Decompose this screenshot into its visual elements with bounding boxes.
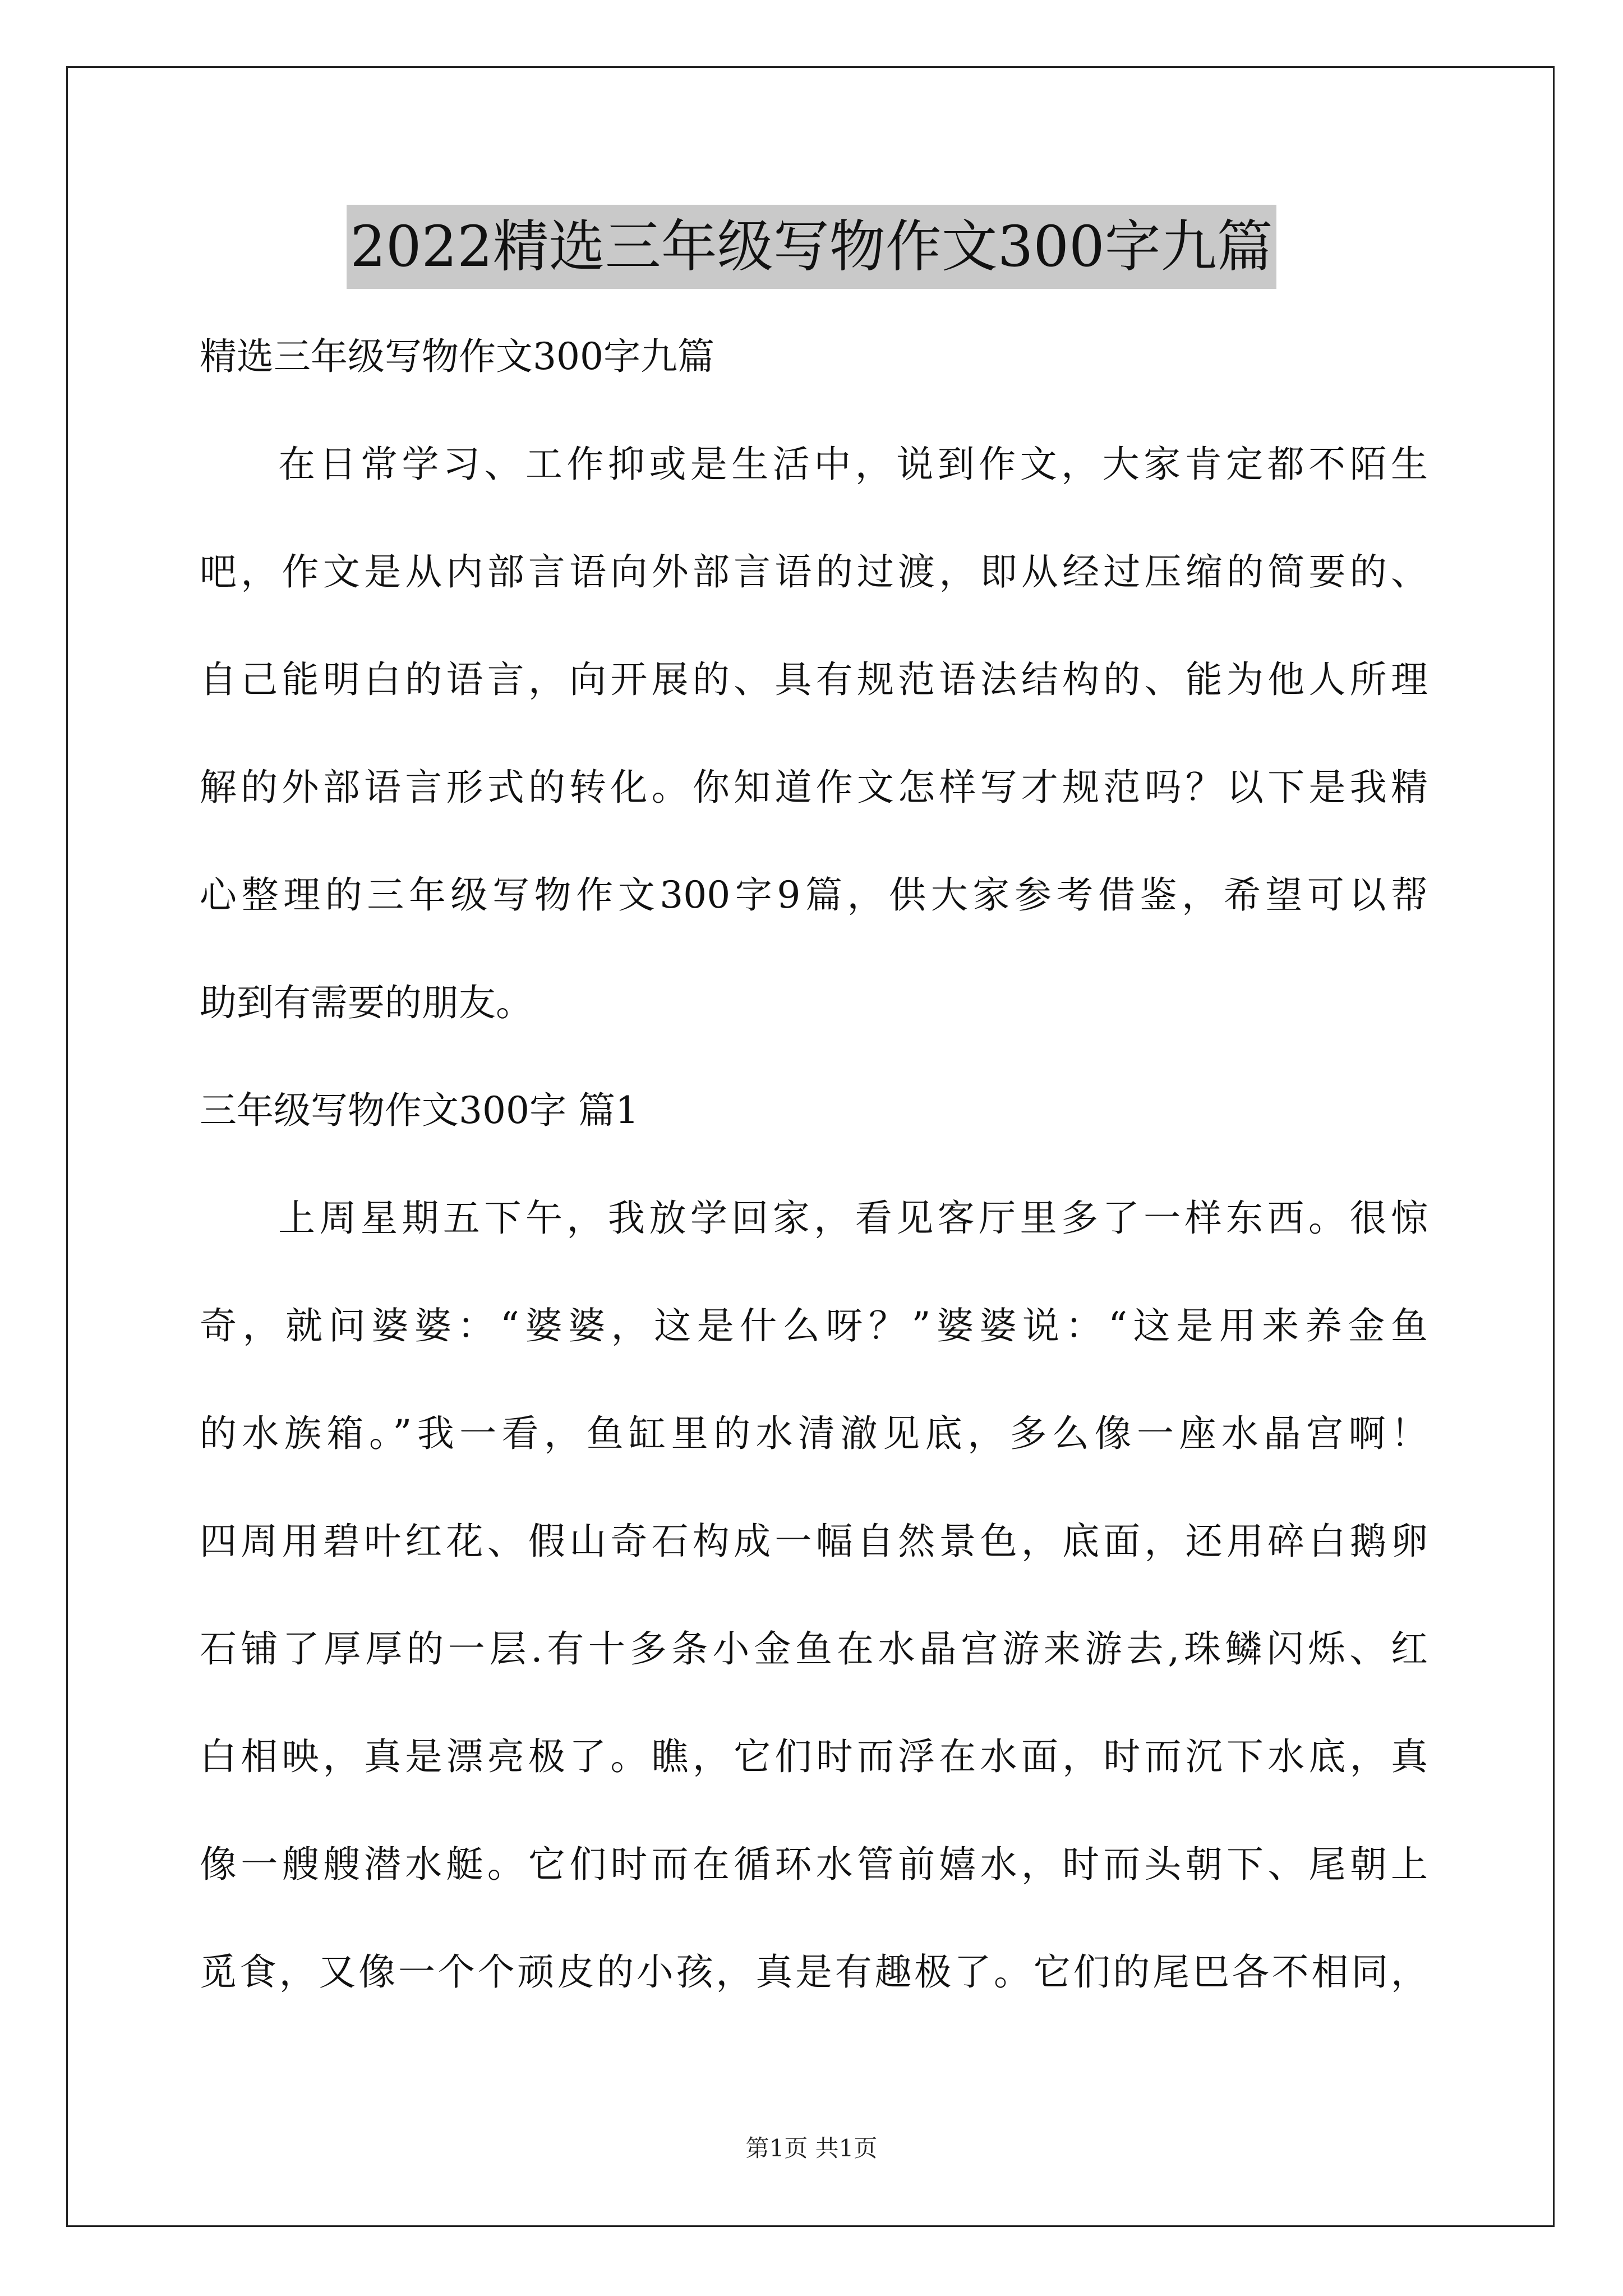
body-line: 石铺了厚厚的一层.有十多条小金鱼在水晶宫游来游去,珠鳞闪烁、红 [200,1627,1428,1671]
body-line: 觅食，又像一个个顽皮的小孩，真是有趣极了。它们的尾巴各不相同， [200,1950,1428,1994]
page-footer: 第1页 共1页 [745,2134,878,2162]
title-container [0,205,1623,289]
body-line: 助到有需要的朋友。 [200,981,533,1024]
body-line: 像一艘艘潜水艇。它们时而在循环水管前嬉水，时而头朝下、尾朝上 [200,1843,1428,1886]
document-body [200,303,1428,2026]
body-line: 三年级写物作文300字 篇1 [200,1089,639,1132]
document-title: 2022精选三年级写物作文300字九篇 [347,205,1276,289]
body-line: 解的外部语言形式的转化。你知道作文怎样写才规范吗？以下是我精 [200,766,1428,809]
body-line: 精选三年级写物作文300字九篇 [200,335,714,378]
body-line: 白相映，真是漂亮极了。瞧，它们时而浮在水面，时而沉下水底，真 [200,1735,1428,1778]
body-line: 在日常学习、工作抑或是生活中，说到作文，大家肯定都不陌生 [278,443,1428,486]
body-line: 自己能明白的语言，向开展的、具有规范语法结构的、能为他人所理 [200,658,1428,701]
body-line: 四周用碧叶红花、假山奇石构成一幅自然景色，底面，还用碎白鹅卵 [200,1520,1428,1563]
body-line: 的水族箱。”我一看，鱼缸里的水清澈见底，多么像一座水晶宫啊！ [200,1412,1428,1455]
body-line: 吧，作文是从内部言语向外部言语的过渡，即从经过压缩的简要的、 [200,550,1428,593]
body-line: 奇，就问婆婆：“婆婆，这是什么呀？”婆婆说：“这是用来养金鱼 [200,1304,1428,1347]
body-line: 上周星期五下午，我放学回家，看见客厅里多了一样东西。很惊 [278,1197,1428,1240]
body-line: 心整理的三年级写物作文300字9篇，供大家参考借鉴，希望可以帮 [200,873,1428,917]
